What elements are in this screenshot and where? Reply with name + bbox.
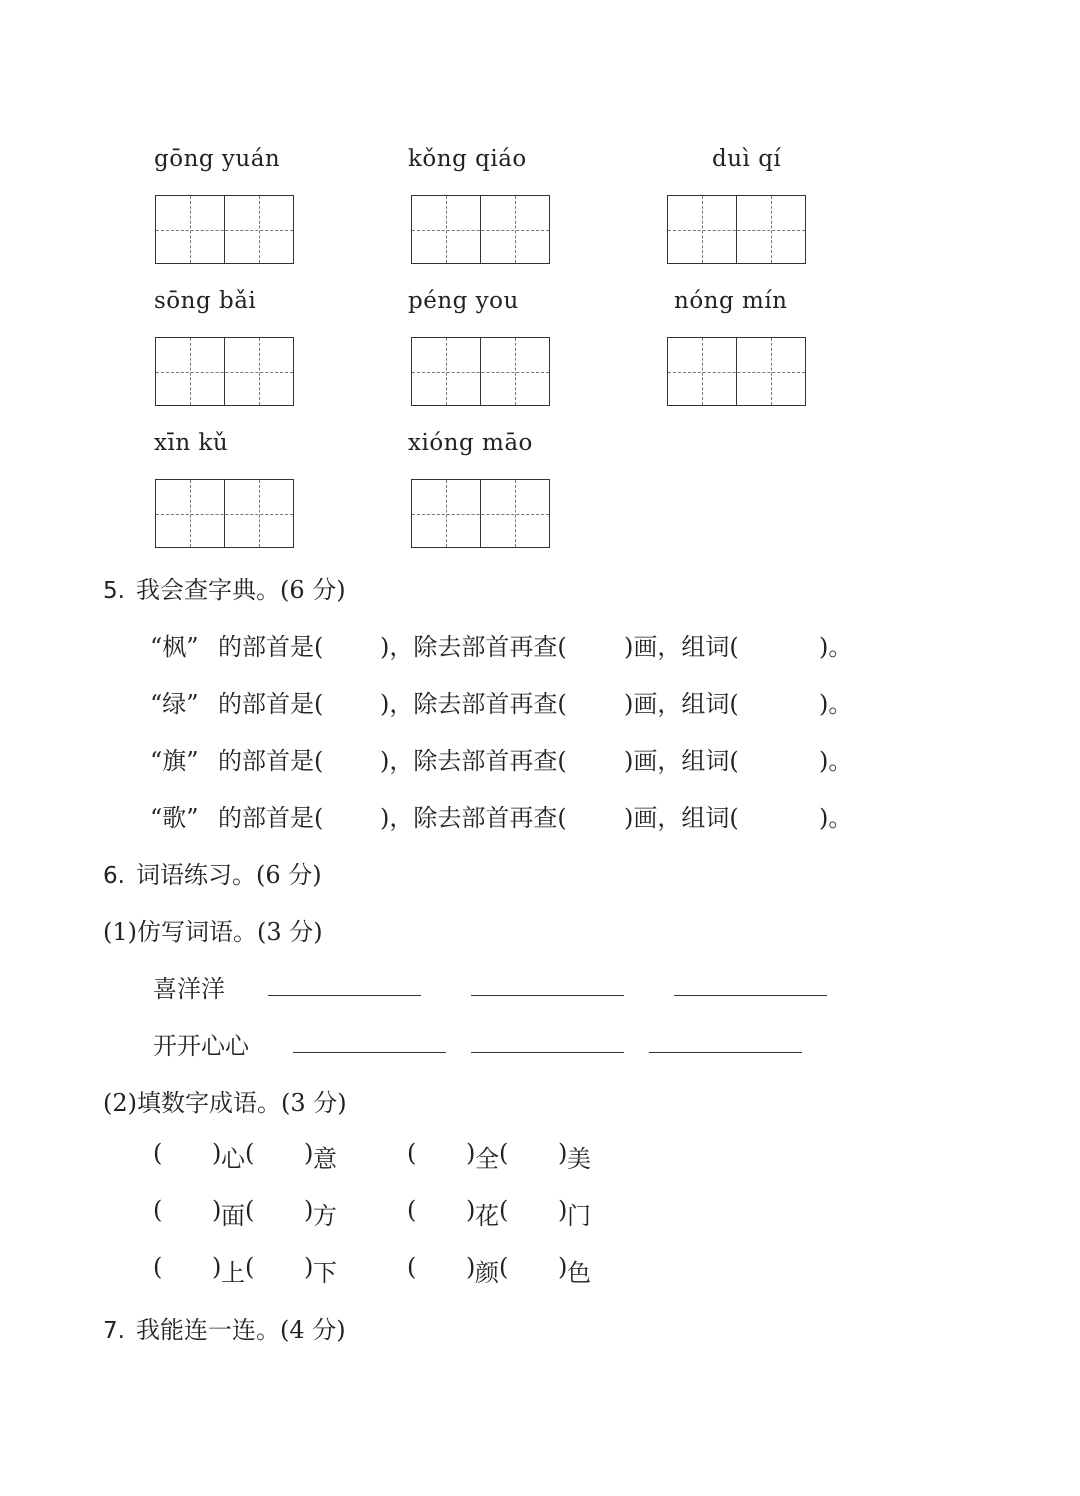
char-quote: “绿”: [150, 690, 199, 718]
close-paren: ): [212, 1253, 222, 1281]
question-number: 5.: [103, 578, 125, 604]
writing-grid[interactable]: [155, 479, 294, 548]
open-paren: (: [245, 1196, 255, 1224]
answer-blank[interactable]: [674, 995, 827, 996]
writing-grid[interactable]: [667, 337, 806, 406]
close-paren: ): [304, 1196, 314, 1224]
idiom-char: 全: [475, 1145, 499, 1173]
writing-grid[interactable]: [667, 195, 806, 264]
open-paren: (: [407, 1196, 417, 1224]
text-word: )画，组词(: [624, 633, 739, 661]
question-title: 词语练习。(6 分): [136, 861, 322, 889]
question-heading: [103, 855, 322, 890]
idiom-char: 面: [221, 1202, 245, 1230]
open-paren: (: [499, 1139, 509, 1167]
close-paren: ): [466, 1196, 476, 1224]
pinyin-label: sōng bǎi: [154, 288, 257, 314]
pinyin-label: péng you: [408, 288, 519, 314]
text-end: )。: [819, 804, 853, 832]
text-strokes: )，除去部首再查(: [380, 804, 567, 832]
close-paren: ): [558, 1253, 568, 1281]
char-quote: “旗”: [150, 747, 199, 775]
pinyin-label: duì qí: [712, 146, 782, 172]
text-radical: 的部首是(: [218, 804, 324, 832]
open-paren: (: [153, 1253, 163, 1281]
pinyin-label: xióng māo: [408, 430, 533, 456]
subquestion-title: (1)仿写词语。(3 分): [103, 918, 323, 946]
answer-blank[interactable]: [471, 995, 624, 996]
text-end: )。: [819, 633, 853, 661]
pinyin-label: nóng mín: [674, 288, 788, 314]
idiom-char: 心: [221, 1145, 245, 1173]
text-radical: 的部首是(: [218, 747, 324, 775]
text-radical: 的部首是(: [218, 690, 324, 718]
idiom-char: 下: [313, 1259, 337, 1287]
close-paren: ): [212, 1196, 222, 1224]
text-strokes: )，除去部首再查(: [380, 747, 567, 775]
idiom-char: 方: [313, 1202, 337, 1230]
pinyin-label: gōng yuán: [154, 146, 281, 172]
close-paren: ): [558, 1196, 568, 1224]
open-paren: (: [245, 1139, 255, 1167]
idiom-char: 上: [221, 1259, 245, 1287]
char-quote: “歌”: [150, 804, 199, 832]
question-heading: [103, 1310, 346, 1345]
writing-grid[interactable]: [155, 337, 294, 406]
text-radical: 的部首是(: [218, 633, 324, 661]
pinyin-label: kǒng qiáo: [408, 146, 527, 172]
open-paren: (: [499, 1253, 509, 1281]
close-paren: ): [304, 1253, 314, 1281]
open-paren: (: [153, 1139, 163, 1167]
answer-blank[interactable]: [268, 995, 421, 996]
writing-grid[interactable]: [411, 195, 550, 264]
close-paren: ): [466, 1139, 476, 1167]
idiom-char: 美: [567, 1145, 591, 1173]
open-paren: (: [407, 1139, 417, 1167]
close-paren: ): [466, 1253, 476, 1281]
text-word: )画，组词(: [624, 690, 739, 718]
text-strokes: )，除去部首再查(: [380, 690, 567, 718]
writing-grid[interactable]: [411, 337, 550, 406]
text-word: )画，组词(: [624, 747, 739, 775]
idiom-char: 意: [313, 1145, 337, 1173]
writing-grid[interactable]: [155, 195, 294, 264]
subquestion-title: (2)填数字成语。(3 分): [103, 1089, 347, 1117]
question-heading: [103, 570, 346, 605]
close-paren: ): [558, 1139, 568, 1167]
writing-grid[interactable]: [411, 479, 550, 548]
idiom-char: 色: [567, 1259, 591, 1287]
pinyin-label: xīn kǔ: [154, 430, 229, 456]
idiom-char: 颜: [475, 1259, 499, 1287]
question-number: 6.: [103, 863, 125, 889]
question-title: 我会查字典。(6 分): [136, 576, 346, 604]
question-title: 我能连一连。(4 分): [136, 1316, 346, 1344]
close-paren: ): [304, 1139, 314, 1167]
idiom-char: 花: [475, 1202, 499, 1230]
text-word: )画，组词(: [624, 804, 739, 832]
example-word: 喜洋洋: [153, 975, 225, 1003]
answer-blank[interactable]: [293, 1052, 446, 1053]
open-paren: (: [499, 1196, 509, 1224]
example-word: 开开心心: [153, 1032, 249, 1060]
text-strokes: )，除去部首再查(: [380, 633, 567, 661]
open-paren: (: [153, 1196, 163, 1224]
answer-blank[interactable]: [649, 1052, 802, 1053]
open-paren: (: [407, 1253, 417, 1281]
close-paren: ): [212, 1139, 222, 1167]
text-end: )。: [819, 747, 853, 775]
char-quote: “枫”: [150, 633, 199, 661]
question-number: 7.: [103, 1318, 125, 1344]
open-paren: (: [245, 1253, 255, 1281]
answer-blank[interactable]: [471, 1052, 624, 1053]
idiom-char: 门: [567, 1202, 591, 1230]
text-end: )。: [819, 690, 853, 718]
